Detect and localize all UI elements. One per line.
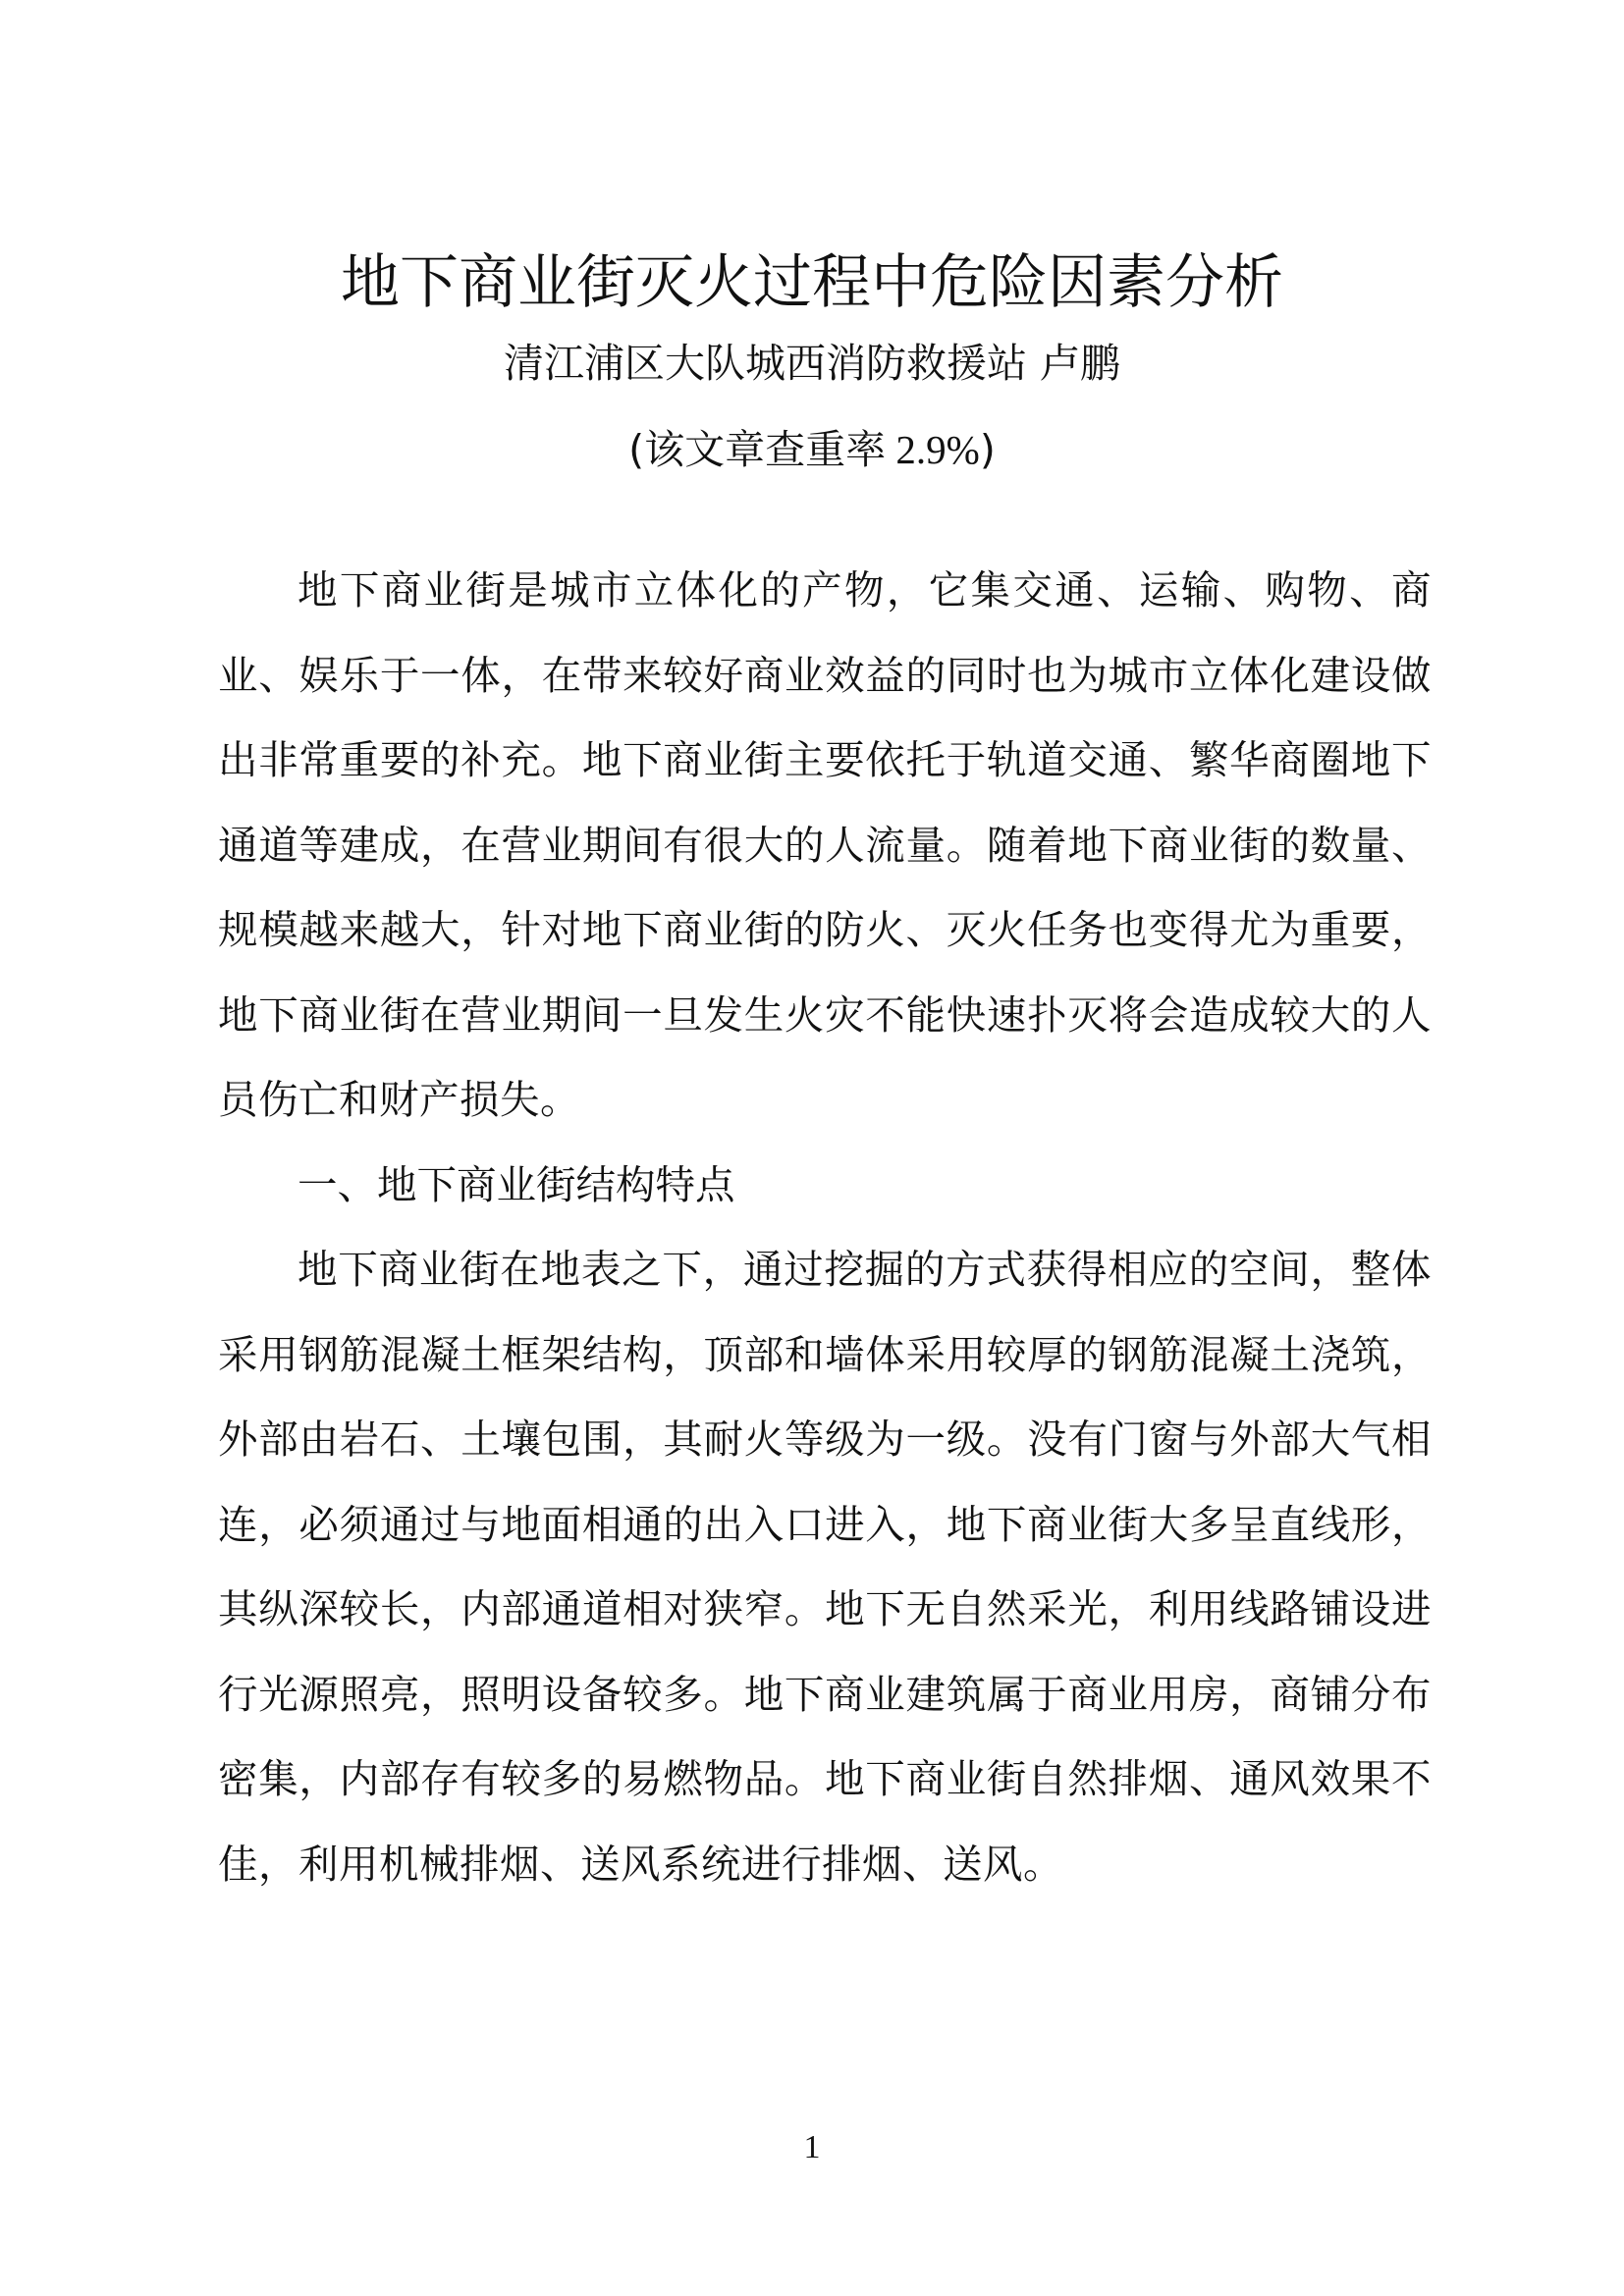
- section-heading-1: 一、地下商业街结构特点: [298, 1160, 735, 1208]
- plagiarism-rate-note: [0, 420, 1624, 479]
- document-title: 地下商业街灭火过程中危险因素分析: [341, 248, 1283, 317]
- note-prefix: (该文章查重率: [628, 426, 887, 473]
- note-suffix: ): [979, 426, 996, 473]
- plagiarism-rate-value: 2.9%: [886, 427, 980, 472]
- page-number: 1: [803, 2129, 821, 2165]
- intro-paragraph: 地下商业街是城市立体化的产物，它集交通、运输、购物、商业、娱乐于一体，在带来较好商业效益的同时也为城市立体化建设做出非常重要的补充。地下商业街主要依托于轨道交通、繁华商圈地下通道等建成，在营业期间有很大的人流量。随着地下商业街的数量、规模越来越大，针对地下商业街的防火、灭火任务也变得尤为重要，地下商业街在营业期间一旦发生火灾不能快速扑灭将会造成较大的人员伤亡和财产损失。: [218, 566, 1432, 1123]
- author-line: 清江浦区大队城西消防救援站 卢鹏: [503, 340, 1121, 387]
- document-body: [218, 548, 1432, 1906]
- section-1-paragraph: 地下商业街在地表之下，通过挖掘的方式获得相应的空间，整体采用钢筋混凝土框架结构，顶部和墙体采用较厚的钢筋混凝土浇筑，外部由岩石、土壤包围，其耐火等级为一级。没有门窗与外部大气相连，必须通过与地面相通的出入口进入，地下商业街大多呈直线形，其纵深较长，内部通道相对狭窄。地下无自然采光，利用线路铺设进行光源照亮，照明设备较多。地下商业建筑属于商业用房，商铺分布密集，内部存有较多的易燃物品。地下商业街自然排烟、通风效果不佳，利用机械排烟、送风系统进行排烟、送风。: [218, 1246, 1432, 1888]
